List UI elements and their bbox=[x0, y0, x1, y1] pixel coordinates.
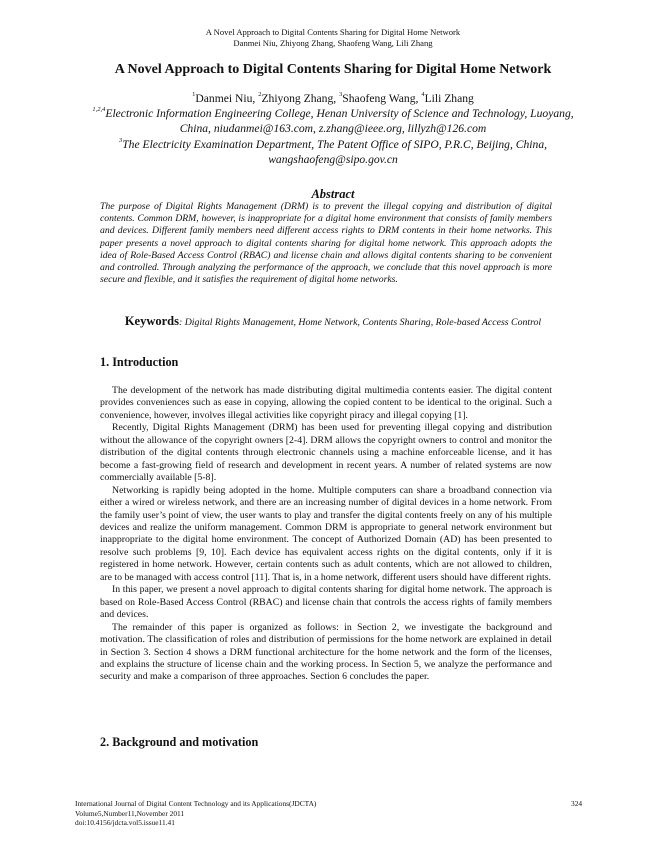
running-header-title: A Novel Approach to Digital Contents Sharing for Digital Home Network bbox=[205, 27, 461, 37]
author-sup: 4 bbox=[421, 91, 425, 98]
author-sup: 3 bbox=[339, 91, 343, 98]
paragraph: The development of the network has made distributing digital multimedia contents easier. The digital content provides conveniences such as ease in copying, allowing the copied content to be identical to the original. Such a convenience, however, involves illegal activities like copyright piracy and illegal copying [1]. bbox=[100, 385, 552, 421]
affiliation-text: The Electricity Examination Department, The Patent Office of SIPO, P.R.C, Beijing, China, wangshaofeng@sipo.gov.cn bbox=[122, 137, 548, 166]
journal-name: International Journal of Digital Content Technology and its Applications(JDCTA) bbox=[75, 799, 317, 808]
paragraph: In this paper, we present a novel approach to digital contents sharing for digital home network. The approach is based on Role-Based Access Control (RBAC) and license chain that controls the access rights of family members and devices. bbox=[100, 584, 552, 621]
author-name: Zhiyong Zhang, bbox=[261, 92, 340, 105]
journal-footer bbox=[75, 799, 475, 828]
keywords bbox=[100, 315, 566, 329]
journal-volume: Volume5,Number11,November 2011 bbox=[75, 808, 185, 818]
author-block bbox=[90, 91, 576, 167]
paragraph: Networking is rapidly being adopted in the home. Multiple computers can share a broadband connection via either a wired or wireless network, and there are an increasing number of digital devices in a home network. From the family user’s point of view, the user wants to play and transfer the digital contents freely on any of his multiple devices and realize the uniform management. Common DRM is appropriate to general network environment but inappropriate to the digital home environment. The concept of Authorized Domain (AD) has been presented to resolve such problems [9, 10]. Each device has equivalent access rights on the digital contents, only if it is registered in home network. However, certain contents such as adult contents, which are not allowed to children, are to be managed with access control [11]. That is, in a home network, different users should have different rights. bbox=[100, 484, 552, 583]
running-header bbox=[0, 27, 666, 48]
affiliation bbox=[90, 106, 576, 136]
affiliation-sup: 3 bbox=[118, 136, 123, 144]
keywords-text: : Digital Rights Management, Home Network, Contents Sharing, Role-based Access Control bbox=[178, 317, 542, 328]
author-name: Shaofeng Wang, bbox=[342, 92, 422, 105]
affiliation bbox=[90, 137, 576, 167]
introduction-body bbox=[100, 385, 552, 684]
author-list bbox=[90, 91, 576, 106]
affiliation-text: Electronic Information Engineering College, Henan University of Science and Technology, Luoyang, China, niudanmei@163.com, z.zhang@ieee.org, lillyzh@126.com bbox=[105, 107, 574, 136]
author-name: Danmei Niu, bbox=[195, 92, 259, 105]
journal-doi: doi:10.4156/jdcta.vol5.issue11.41 bbox=[75, 818, 175, 827]
paragraph: Recently, Digital Rights Management (DRM) has been used for preventing illegal copying and distribution without the allowance of the copyright owners [2-4]. DRM allows the copyright owners to control and monitor the distribution of the digital contents through electronic channels using a machine enforceable license, and it has become a fast-growing field of research and development in recent years. A number of related systems are now commercially available [5-8]. bbox=[100, 422, 552, 484]
author-name: Lili Zhang bbox=[424, 92, 474, 105]
running-header-authors: Danmei Niu, Zhiyong Zhang, Shaofeng Wang, Lili Zhang bbox=[233, 37, 433, 48]
author-sup: 1 bbox=[192, 91, 196, 98]
affiliation-sup: 1,2,4 bbox=[92, 106, 106, 114]
keywords-label: Keywords bbox=[124, 314, 179, 328]
section-heading-background: 2. Background and motivation bbox=[100, 735, 259, 749]
abstract-heading: Abstract bbox=[311, 187, 355, 201]
section-heading-introduction: 1. Introduction bbox=[100, 355, 179, 369]
page-number: 324 bbox=[571, 799, 583, 808]
author-sup: 2 bbox=[258, 91, 262, 98]
paper-title: A Novel Approach to Digital Contents Sharing for Digital Home Network bbox=[114, 62, 552, 77]
paragraph: The remainder of this paper is organized as follows: in Section 2, we investigate the background and motivation. The classification of roles and distribution of permissions for the home network are explained in detail in Section 3. Section 4 shows a DRM functional architecture for the home network and the form of the licenses, and explains the structure of license chain and the working process. In Section 5, we analyze the performance and security and make a comparison of three approaches. Section 6 concludes the paper. bbox=[100, 621, 552, 683]
abstract-text: The purpose of Digital Rights Management (DRM) is to prevent the illegal copying and distribution of digital contents. Common DRM, however, is inappropriate for a digital home environment that consists of family members and devices. Different family members need different access rights to DRM contents in their home networks. This paper presents a novel approach to digital contents sharing for digital home network. This approach adopts the idea of Role-Based Access Control (RBAC) and license chain and allows digital contents sharing to be convenient and controlled. Through analyzing the performance of the approach, we conclude that this novel approach is more secure and flexible, and it satisfies the requirement of digital home networks. bbox=[100, 201, 552, 286]
